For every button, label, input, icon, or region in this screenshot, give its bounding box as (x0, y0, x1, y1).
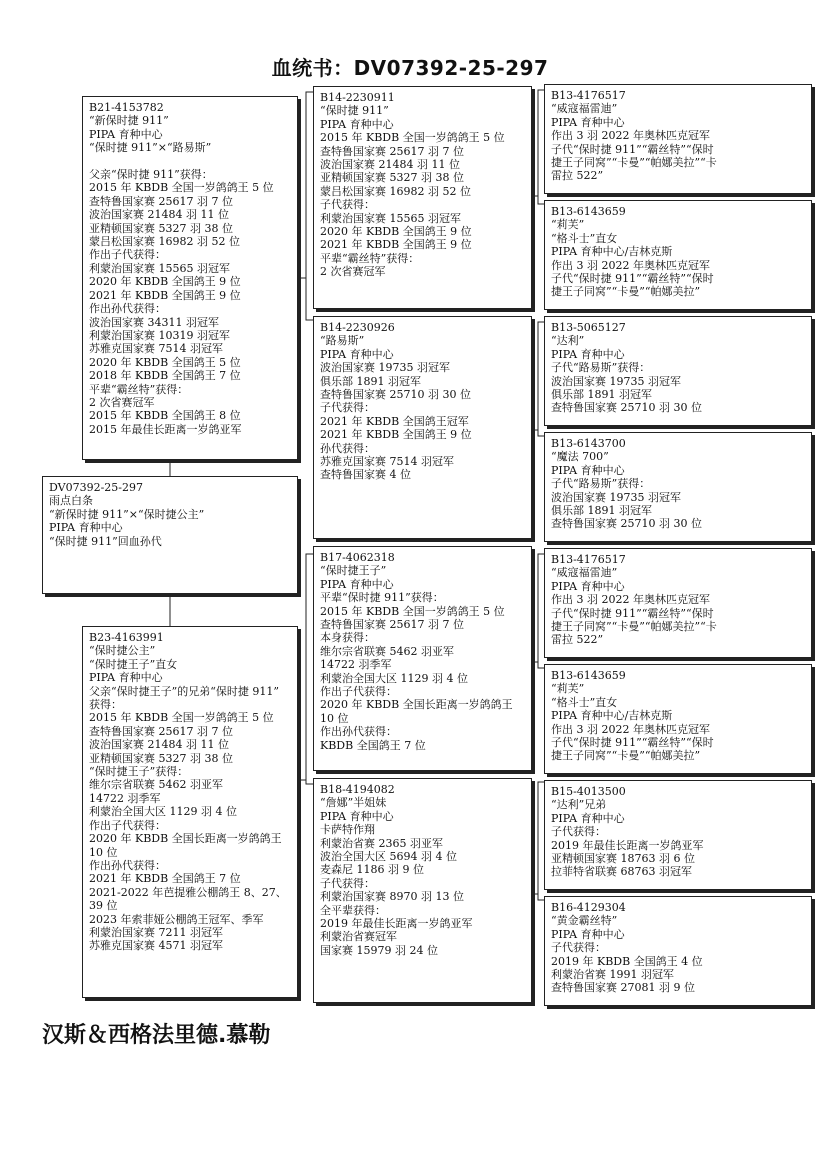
pedigree-text-line: 查特鲁国家赛 4 位 (320, 468, 411, 482)
sire-sire-dam-box (544, 200, 812, 310)
pedigree-text-line: 利蒙治省赛 2365 羽亚军 (320, 836, 443, 850)
pedigree-text-line: 获得： (89, 698, 122, 712)
pedigree-text-line: PIPA 育种中心 (49, 521, 123, 535)
pedigree-text-line: “达利” (551, 334, 585, 348)
pedigree-text-line: 10 位 (89, 845, 118, 859)
pedigree-text-line: PIPA 育种中心 (551, 927, 625, 941)
pedigree-text-line: 39 位 (89, 899, 118, 913)
pedigree-text-line: “保时捷公主” (89, 644, 156, 658)
pedigree-text-line: 拉菲特省联赛 68763 羽冠军 (551, 865, 692, 879)
pedigree-text-line: 麦森尼 1186 羽 9 位 (320, 863, 424, 877)
pedigree-text-line: 捷王子同窝”“卡曼”“帕娜美拉”“卡 (551, 156, 717, 170)
pedigree-text-line: 2020 年 KBDB 全国鸽王 9 位 (320, 225, 472, 239)
pedigree-text-line: 2015 年 KBDB 全国鸽王 8 位 (89, 409, 241, 423)
pedigree-text-line: 苏雅克国家赛 4571 羽冠军 (89, 939, 223, 953)
pedigree-text-line: 捷王子同窝”“卡曼”“帕娜美拉” (551, 285, 701, 299)
pedigree-text-line: 利蒙治国家赛 10319 羽冠军 (89, 328, 230, 342)
pedigree-text-line: “威寇福雷迪” (551, 102, 618, 116)
pedigree-text-line: 子代“保时捷 911”“霸丝特”“保时 (551, 272, 714, 286)
pedigree-text-line: 波治国家赛 21484 羽 11 位 (89, 208, 229, 222)
pedigree-text-line: 2 次省赛冠军 (89, 395, 155, 409)
dam-dam-box (313, 778, 532, 1003)
pedigree-text-line: PIPA 育种中心 (89, 127, 163, 141)
pedigree-text-line: PIPA 育种中心 (320, 577, 394, 591)
pedigree-text-line: “达利”兄弟 (551, 798, 607, 812)
pedigree-text-line (89, 155, 291, 168)
pedigree-text-line: 作出孙代获得： (320, 725, 397, 739)
dam-dam-sire-box (544, 780, 812, 890)
pedigree-text-line: “路易斯” (320, 334, 365, 348)
pedigree-text-line: “保时捷 911”回血孙代 (49, 534, 162, 548)
pedigree-text-line: 作出 3 羽 2022 年奥林匹克冠军 (551, 129, 710, 143)
ring-number: B13-6143659 (551, 205, 626, 218)
pedigree-text-line: 查特鲁国家赛 25710 羽 30 位 (320, 388, 471, 402)
pedigree-text-line: “詹娜”半姐妹 (320, 796, 387, 810)
pedigree-text-line: “黄金霸丝特” (551, 914, 618, 928)
pedigree-text-line: 雨点白条 (49, 494, 93, 508)
pedigree-text-line: 2021 年 KBDB 全国鸽王 9 位 (320, 238, 472, 252)
pedigree-text-line: 作出孙代获得： (89, 858, 166, 872)
pedigree-title: 血统书：DV07392-25-297 (271, 56, 549, 80)
pedigree-text-line: 查特鲁国家赛 25617 羽 7 位 (320, 618, 464, 632)
pedigree-text-line: 利蒙治国家赛 8970 羽 13 位 (320, 890, 464, 904)
pedigree-text-line: PIPA 育种中心 (320, 809, 394, 823)
pedigree-text-line: 波治国家赛 19735 羽冠军 (320, 361, 450, 375)
pedigree-text-line: 子代“路易斯”获得： (551, 361, 651, 375)
pedigree-text-line: PIPA 育种中心 (551, 347, 625, 361)
pedigree-text-line: 查特鲁国家赛 25710 羽 30 位 (551, 517, 702, 531)
pedigree-text-line: “保时捷王子” (320, 564, 387, 578)
pedigree-text-line: 苏雅克国家赛 7514 羽冠军 (89, 342, 223, 356)
sire-to-sd-line (306, 278, 313, 320)
pedigree-text-line: 作出子代获得： (320, 685, 397, 699)
ring-number: B13-6143700 (551, 437, 626, 450)
pedigree-text-line: 俱乐部 1891 羽冠军 (551, 388, 652, 402)
ring-number: B17-4062318 (320, 551, 395, 564)
pedigree-text-line: “莉芙” (551, 682, 585, 696)
pedigree-text-line: 2021 年 KBDB 全国鸽王 9 位 (89, 288, 241, 302)
sire-to-ss-line (298, 92, 313, 278)
dam-dam-dam-box (544, 896, 812, 1006)
pedigree-text-line: 14722 羽季军 (320, 658, 392, 672)
pedigree-text-line: 14722 羽季军 (89, 791, 161, 805)
pedigree-text-line: 查特鲁国家赛 25617 羽 7 位 (320, 144, 464, 158)
pedigree-text-line: 波治国家赛 19735 羽冠军 (551, 374, 681, 388)
pedigree-text-line: 波治国家赛 34311 羽冠军 (89, 315, 219, 329)
pedigree-text-line: 父亲“保时捷王子”的兄弟“保时捷 911” (89, 684, 279, 698)
ring-number: B23-4163991 (89, 631, 164, 644)
pedigree-text-line: 本身获得： (320, 631, 375, 645)
pedigree-text-line: 子代“保时捷 911”“霸丝特”“保时 (551, 736, 714, 750)
pedigree-text-line: 2020 年 KBDB 全国鸽王 5 位 (89, 355, 241, 369)
pedigree-text-line: PIPA 育种中心 (551, 579, 625, 593)
pedigree-text-line: 2019 年最佳长距离一岁鸽亚军 (320, 917, 473, 931)
pedigree-text-line: 查特鲁国家赛 27081 羽 9 位 (551, 981, 695, 995)
pedigree-text-line: 父亲“保时捷 911”获得： (89, 168, 213, 182)
pedigree-text-line: 利蒙治国家赛 15565 羽冠军 (320, 211, 461, 225)
pedigree-text-line: 蒙吕松国家赛 16982 羽 52 位 (320, 184, 471, 198)
pedigree-text-line: 利蒙治国家赛 15565 羽冠军 (89, 261, 230, 275)
pedigree-text-line: PIPA 育种中心 (320, 347, 394, 361)
pedigree-text-line: 作出子代获得： (89, 248, 166, 262)
subject-pigeon-box (42, 476, 298, 594)
pedigree-text-line: 作出 3 羽 2022 年奥林匹克冠军 (551, 593, 710, 607)
pedigree-text-line: 子代“保时捷 911”“霸丝特”“保时 (551, 606, 714, 620)
pedigree-text-line: 作出子代获得： (89, 818, 166, 832)
dam-sire-box (313, 546, 532, 771)
pedigree-text-line: 2018 年 KBDB 全国鸽王 7 位 (89, 369, 241, 383)
pedigree-text-line: 波治国家赛 21484 羽 11 位 (89, 738, 229, 752)
pedigree-text-line: “保时捷 911”×“路易斯” (89, 141, 212, 155)
pedigree-text-line: PIPA 育种中心 (551, 463, 625, 477)
pedigree-text-line: “保时捷王子”获得： (89, 765, 189, 779)
pedigree-text-line: 雷拉 522” (551, 169, 604, 183)
pedigree-text-line: 2015 年 KBDB 全国一岁鸽鸽王 5 位 (89, 711, 274, 725)
pedigree-text-line: 子代获得： (320, 876, 375, 890)
pedigree-text-line: 利蒙治全国大区 1129 羽 4 位 (320, 671, 468, 685)
pedigree-text-line: 2020 年 KBDB 全国鸽王 9 位 (89, 275, 241, 289)
pedigree-text-line: 作出 3 羽 2022 年奥林匹克冠军 (551, 722, 710, 736)
pedigree-text-line: 亚精顿国家赛 18763 羽 6 位 (551, 852, 695, 866)
pedigree-text-line: 2019 年最佳长距离一岁鸽亚军 (551, 838, 704, 852)
pedigree-text-line: “格斗士”直女 (551, 695, 618, 709)
ring-number: B16-4129304 (551, 901, 626, 914)
pedigree-text-line: “新保时捷 911”×“保时捷公主” (49, 507, 205, 521)
pedigree-text-line: 平辈“保时捷 911”获得： (320, 591, 444, 605)
breeder-name: 汉斯＆西格法里德.慕勒 (42, 1023, 271, 1048)
ss-to-sss-line (532, 90, 544, 196)
pedigree-text-line: 10 位 (320, 711, 349, 725)
ring-number: B14-2230926 (320, 321, 395, 334)
pedigree-text-line: 子代获得： (320, 198, 375, 212)
pedigree-text-line: 维尔宗省联赛 5462 羽亚军 (320, 644, 454, 658)
pedigree-text-line: 子代获得： (551, 825, 606, 839)
ring-number: B14-2230911 (320, 91, 395, 104)
pedigree-text-line: 波治全国大区 5694 羽 4 位 (320, 850, 457, 864)
pedigree-text-line: PIPA 育种中心/吉林克斯 (551, 709, 673, 723)
pedigree-text-line: “莉芙” (551, 218, 585, 232)
sire-sire-box (313, 86, 532, 309)
pedigree-text-line: PIPA 育种中心 (551, 811, 625, 825)
pedigree-text-line: 利蒙治省赛冠军 (320, 930, 397, 944)
pedigree-text-line: 子代“保时捷 911”“霸丝特”“保时 (551, 142, 714, 156)
dam-to-ds-line (298, 554, 313, 780)
pedigree-text-line: KBDB 全国鸽王 7 位 (320, 738, 426, 752)
pedigree-text-line: 利蒙治全国大区 1129 羽 4 位 (89, 805, 237, 819)
pedigree-text-line: 孙代获得： (320, 441, 375, 455)
pedigree-text-line: 卡萨特作翔 (320, 823, 375, 837)
ds-to-dss-line (532, 554, 544, 662)
pedigree-text-line: 全平辈获得： (320, 903, 386, 917)
pedigree-text-line: 亚精顿国家赛 5327 羽 38 位 (89, 221, 233, 235)
pedigree-text-line: 利蒙治省赛 1991 羽冠军 (551, 968, 674, 982)
ring-number: B13-4176517 (551, 89, 626, 102)
pedigree-text-line: 2015 年 KBDB 全国一岁鸽鸽王 5 位 (89, 181, 274, 195)
pedigree-text-line: 波治国家赛 21484 羽 11 位 (320, 158, 460, 172)
pedigree-text-line: 查特鲁国家赛 25617 羽 7 位 (89, 724, 233, 738)
sire-dam-dam-box (544, 432, 812, 542)
pedigree-text-line: 雷拉 522” (551, 633, 604, 647)
pedigree-text-line: 平辈“霸丝特”获得： (320, 251, 420, 265)
ring-number: B15-4013500 (551, 785, 626, 798)
sire-box (82, 96, 298, 460)
pedigree-text-line: 查特鲁国家赛 25710 羽 30 位 (551, 401, 702, 415)
dam-sire-dam-box (544, 664, 812, 774)
ring-number: B13-6143659 (551, 669, 626, 682)
pedigree-text-line: 捷王子同窝”“卡曼”“帕娜美拉” (551, 749, 701, 763)
pedigree-text-line: 2015 年最佳长距离一岁鸽亚军 (89, 422, 242, 436)
pedigree-text-line: 维尔宗省联赛 5462 羽亚军 (89, 778, 223, 792)
pedigree-text-line: 作出 3 羽 2022 年奥林匹克冠军 (551, 258, 710, 272)
pedigree-text-line: PIPA 育种中心/吉林克斯 (551, 245, 673, 259)
pedigree-text-line: 2020 年 KBDB 全国长距离一岁鸽鸽王 (89, 832, 282, 846)
ring-number: B18-4194082 (320, 783, 395, 796)
pedigree-text-line: 2020 年 KBDB 全国长距离一岁鸽鸽王 (320, 698, 513, 712)
pedigree-text-line: PIPA 育种中心 (551, 115, 625, 129)
pedigree-text-line: 蒙吕松国家赛 16982 羽 52 位 (89, 235, 240, 249)
pedigree-text-line: 亚精顿国家赛 5327 羽 38 位 (89, 751, 233, 765)
pedigree-text-line: 2021 年 KBDB 全国鸽王 9 位 (320, 428, 472, 442)
pedigree-text-line: 2023 年索菲娅公棚鸽王冠军、季军 (89, 912, 264, 926)
pedigree-text-line: 国家赛 15979 羽 24 位 (320, 943, 438, 957)
pedigree-text-line: 2021 年 KBDB 全国鸽王冠军 (320, 414, 469, 428)
pedigree-text-line: 2021-2022 年芭提雅公棚鸽王 8、27、 (89, 885, 287, 899)
pedigree-text-line: PIPA 育种中心 (320, 117, 394, 131)
pedigree-text-line: 苏雅克国家赛 7514 羽冠军 (320, 455, 454, 469)
pedigree-text-line: 波治国家赛 19735 羽冠军 (551, 490, 681, 504)
ring-number: B13-5065127 (551, 321, 626, 334)
pedigree-text-line: “格斗士”直女 (551, 231, 618, 245)
sire-sire-sire-box (544, 84, 812, 194)
pedigree-text-line: 2019 年 KBDB 全国鸽王 4 位 (551, 954, 703, 968)
pedigree-text-line: 2015 年 KBDB 全国一岁鸽鸽王 5 位 (320, 131, 505, 145)
dd-to-dds-line (532, 782, 544, 894)
pedigree-text-line: 子代获得： (320, 401, 375, 415)
pedigree-text-line: 俱乐部 1891 羽冠军 (551, 504, 652, 518)
dam-sire-sire-box (544, 548, 812, 658)
sire-dam-box (313, 316, 532, 539)
pedigree-text-line: “保时捷王子”直女 (89, 657, 178, 671)
pedigree-text-line: “保时捷 911” (320, 104, 389, 118)
sd-to-sds-line (532, 322, 544, 430)
pedigree-text-line: 查特鲁国家赛 25617 羽 7 位 (89, 194, 233, 208)
dam-box (82, 626, 298, 998)
pedigree-text-line: 2 次省赛冠军 (320, 265, 386, 279)
pedigree-text-line: 作出孙代获得： (89, 302, 166, 316)
pedigree-text-line: 子代“路易斯”获得： (551, 477, 651, 491)
pedigree-text-line: “威寇福雷迪” (551, 566, 618, 580)
pedigree-text-line: 俱乐部 1891 羽冠军 (320, 374, 421, 388)
dam-to-dd-line (306, 780, 313, 784)
ring-number: DV07392-25-297 (49, 481, 143, 494)
pedigree-text-line: 平辈“霸丝特”获得： (89, 382, 189, 396)
pedigree-text-line: 利蒙治国家赛 7211 羽冠军 (89, 925, 223, 939)
pedigree-text-line: 亚精顿国家赛 5327 羽 38 位 (320, 171, 464, 185)
pedigree-text-line: 子代获得： (551, 941, 606, 955)
pedigree-text-line: 捷王子同窝”“卡曼”“帕娜美拉”“卡 (551, 620, 717, 634)
pedigree-text-line: “魔法 700” (551, 450, 609, 464)
pedigree-text-line: 2015 年 KBDB 全国一岁鸽鸽王 5 位 (320, 604, 505, 618)
ring-number: B13-4176517 (551, 553, 626, 566)
ring-number: B21-4153782 (89, 101, 164, 114)
pedigree-text-line: “新保时捷 911” (89, 114, 169, 128)
pedigree-text-line: 2021 年 KBDB 全国鸽王 7 位 (89, 872, 241, 886)
pedigree-text-line: PIPA 育种中心 (89, 671, 163, 685)
sire-dam-sire-box (544, 316, 812, 426)
